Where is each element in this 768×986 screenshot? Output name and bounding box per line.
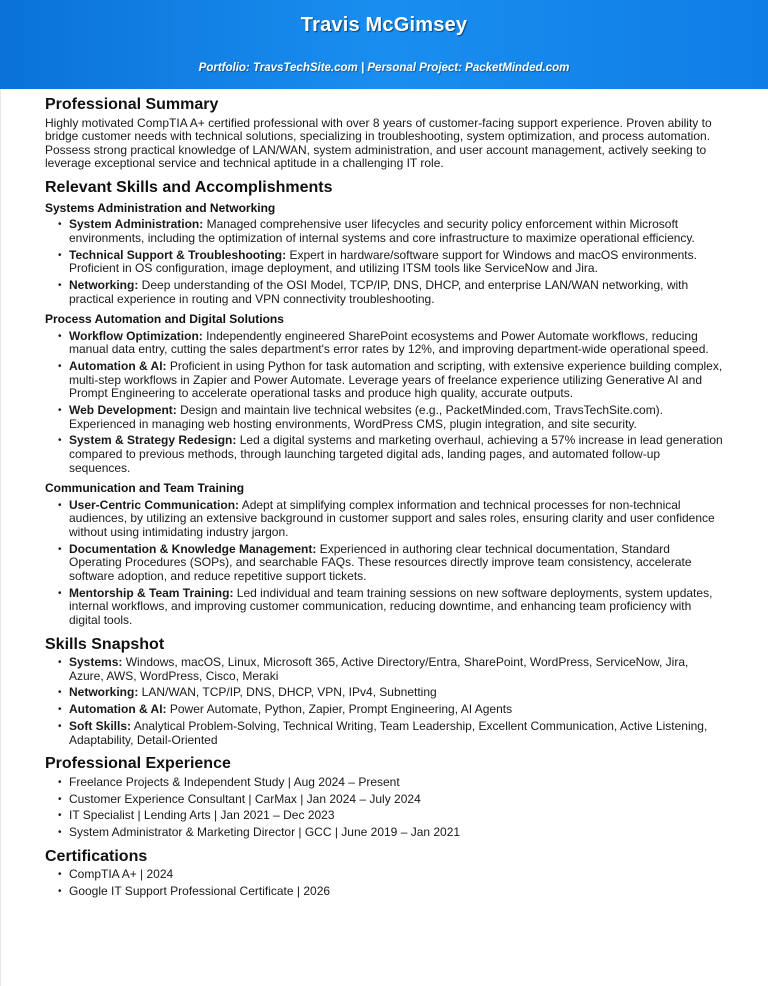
item-text: Design and maintain live technical websites (e.g., PacketMinded.com, TravsTechSite.com). Experienced in managing web hosting environments, WordPress CMS, plugin integration, and site security. (69, 403, 664, 431)
list-item (45, 543, 723, 584)
item-text: Power Automate, Python, Zapier, Prompt Engineering, AI Agents (166, 702, 513, 717)
resume-body (0, 98, 768, 899)
professional-summary-section (45, 98, 723, 171)
section-heading: Professional Experience (45, 755, 231, 773)
page-edge (0, 89, 1, 986)
list-item (45, 703, 723, 717)
item-label: System Administration: (69, 217, 204, 232)
section-heading: Certifications (45, 847, 148, 865)
item-label: Mentorship & Team Training: (69, 585, 234, 600)
item-text: Managed comprehensive user lifecycles and security policy enforcement within Microsoft environments, including the optimization of internal systems and core infrastructure to maximize operational efficiency. (69, 217, 695, 245)
portfolio-links: Portfolio: TravsTechSite.com | Personal Project: PacketMinded.com (198, 62, 570, 74)
list-item: • CompTIA A+ | 2024 (45, 868, 723, 882)
list-item (45, 499, 723, 540)
list-item (45, 434, 723, 475)
bullet-list (45, 868, 723, 898)
item-text: Led individual and team training sessions on new software deployments, system updates, internal workflows, and improving customer communication, reducing downtime, and enhancing team proficiency with digital tools. (69, 585, 713, 627)
list-item (45, 404, 723, 431)
item-label: Technical Support & Troubleshooting: (69, 247, 287, 262)
bullet-list (45, 776, 723, 840)
item-text: Experienced in authoring clear technical documentation, Standard Operating Procedures (SOPs), and searchable FAQs. These resources directly improve team consistency, accelerate software adoption, and reduce repetitive support tickets. (69, 541, 692, 583)
item-text: Deep understanding of the OSI Model, TCP/IP, DNS, DHCP, and enterprise LAN/WAN networking, with practical experience in routing and VPN connectivity troubleshooting. (69, 277, 689, 306)
bullet-list (45, 656, 723, 747)
item-label: Soft Skills: (69, 719, 132, 734)
item-text: Led a digital systems and marketing overhaul, achieving a 57% increase in lead generation compared to previous methods, through launching targeted digital ads, landing pages, and automated follow-up sequences. (69, 433, 723, 475)
item-label: Networking: (69, 685, 139, 700)
section-heading: Relevant Skills and Accomplishments (45, 178, 333, 196)
subsection-heading: Systems Administration and Networking (45, 200, 276, 215)
item-label: Automation & AI: (69, 359, 167, 374)
item-text: Adept at simplifying complex information and technical processes for non-technical audiences, by utilizing an extensive background in customer support and sales roles, ensuring clarity and user confidence without using intimidating industry jargon. (69, 497, 715, 539)
item-text: Expert in hardware/software support for Windows and macOS environments. Proficient in OS configuration, image deployment, and utilizing ITSM tools like ServiceNow and Jira. (69, 247, 697, 276)
item-label: Systems: (69, 655, 123, 670)
list-item (45, 279, 723, 306)
item-label: Workflow Optimization: (69, 328, 203, 343)
bullet-list (45, 218, 723, 306)
list-item (45, 360, 723, 401)
list-item: • IT Specialist | Lending Arts | Jan 2021 – Dec 2023 (45, 809, 723, 823)
section-heading: Skills Snapshot (45, 635, 165, 653)
list-item (45, 656, 723, 683)
section-heading: Professional Summary (45, 96, 219, 113)
bullet-list (45, 330, 723, 476)
item-text: Analytical Problem-Solving, Technical Writing, Team Leadership, Excellent Communication, Active Listening, Adaptability, Detail-Oriented (69, 719, 708, 747)
item-text: LAN/WAN, TCP/IP, DNS, DHCP, VPN, IPv4, Subnetting (138, 685, 437, 700)
candidate-name: Travis McGimsey (300, 14, 468, 36)
certifications-section (45, 847, 723, 899)
list-item: • System Administrator & Marketing Director | GCC | June 2019 – Jan 2021 (45, 826, 723, 840)
list-item: • Customer Experience Consultant | CarMax | Jan 2024 – July 2024 (45, 793, 723, 807)
skills-snapshot-section (45, 635, 723, 748)
item-label: User-Centric Communication: (69, 497, 240, 512)
item-text: Windows, macOS, Linux, Microsoft 365, Active Directory/Entra, SharePoint, WordPress, ServiceNow, Jira, Azure, AWS, WordPress, Cisco, Meraki (69, 655, 689, 683)
item-text: Proficient in using Python for task automation and scripting, with extensive experience building complex, multi-step workflows in Zapier and Power Automate. Leverage years of freelance experience utilizing Generative AI and Prompt Engineering to accelerate operational tasks and produce high quality, accurate outputs. (69, 359, 723, 401)
professional-experience-section (45, 757, 723, 840)
list-item (45, 720, 723, 747)
list-item (45, 218, 723, 245)
item-label: System & Strategy Redesign: (69, 433, 237, 448)
list-item (45, 686, 723, 700)
list-item (45, 249, 723, 276)
subsection-heading: Process Automation and Digital Solutions (45, 312, 284, 327)
resume-header (0, 0, 768, 89)
item-label: Networking: (69, 277, 139, 292)
bullet-list (45, 499, 723, 628)
item-label: Documentation & Knowledge Management: (69, 541, 317, 556)
list-item (45, 587, 723, 628)
summary-text: Highly motivated CompTIA A+ certified professional with over 8 years of customer-facing support experience. Proven ability to bridge customer needs with technical solutions, specializing in troubleshooting, system optimization, and process automation. Possess strong practical knowledge of LAN/WAN, system administration, and user account management, actively seeking to leverage exceptional service and technical aptitude in a challenging IT role. (45, 115, 712, 171)
list-item: • Freelance Projects & Independent Study | Aug 2024 – Present (45, 776, 723, 790)
list-item (45, 330, 723, 357)
skills-accomplishments-section (45, 178, 723, 628)
item-label: Automation & AI: (69, 702, 167, 717)
subsection-heading: Communication and Team Training (45, 481, 245, 496)
item-text: Independently engineered SharePoint ecosystems and Power Automate workflows, reducing manual data entry, cutting the sales department's error rates by 12%, and improving department-wide operational speed. (69, 328, 709, 357)
item-label: Web Development: (69, 403, 177, 418)
list-item: • Google IT Support Professional Certificate | 2026 (45, 885, 723, 899)
